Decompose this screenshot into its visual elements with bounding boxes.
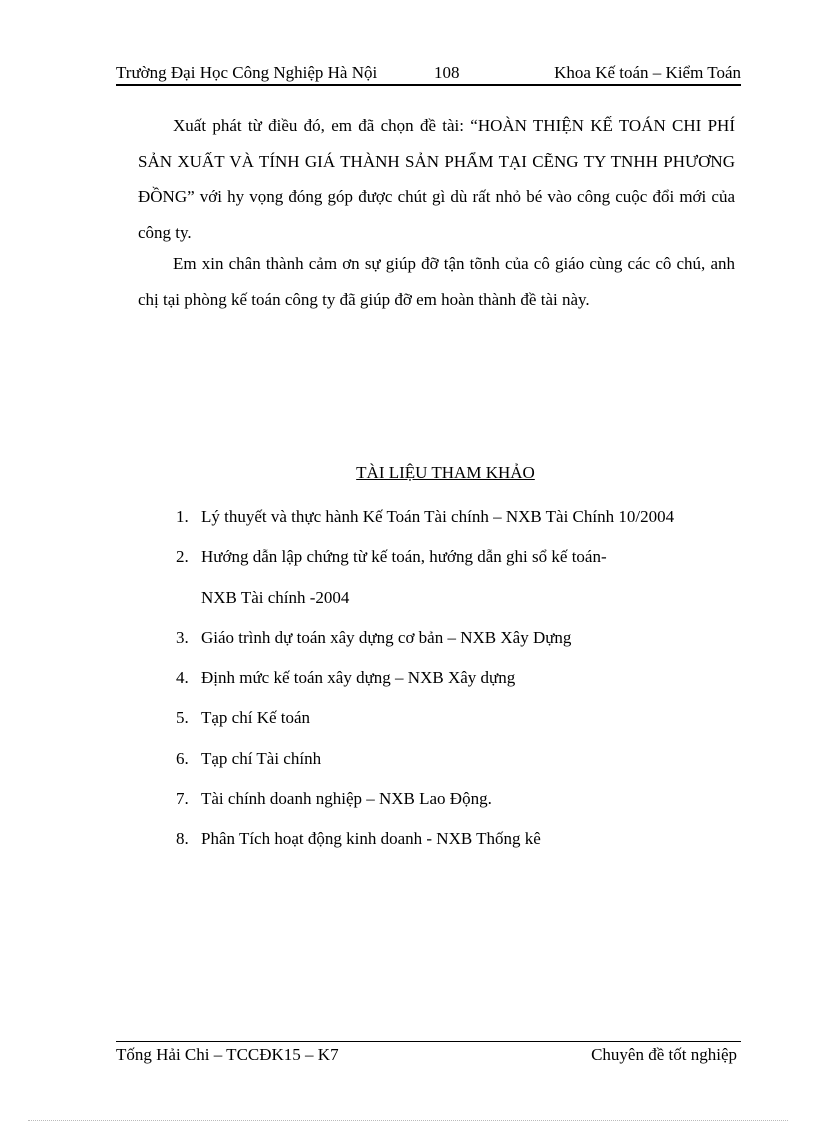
reference-text: Hướng dẫn lập chứng từ kế toán, hướng dẫn ghi sổ kế toán- [201,547,607,567]
reference-item-8 [176,827,751,851]
reference-text: Định mức kế toán xây dựng – NXB Xây dựng [201,668,516,688]
body-paragraph-1: Xuất phát từ điều đó, em đã chọn đề tài: “HOÀN THIỆN KẾ TOÁN CHI PHÍ SẢN XUẤT VÀ TÍNH GIÁ THÀNH SẢN PHẨM TẠI CẼNG TY TNHH PHƯƠNG ĐỒNG” với hy vọng đóng góp được chút gì dù rất nhỏ bé vào công cuộc đổi mới của công ty. [138,116,735,242]
reference-text: Phân Tích hoạt động kinh doanh - NXB Thống kê [201,829,541,849]
reference-number: 2. [176,547,189,567]
reference-number: 3. [176,627,189,647]
page-header [116,62,741,84]
reference-number: 7. [176,789,189,809]
reference-text: Tài chính doanh nghiệp – NXB Lao Động. [201,789,492,809]
reference-number: 6. [176,748,189,768]
reference-item-2 [176,545,751,609]
header-divider [116,84,741,86]
reference-item-4 [176,666,751,690]
reference-item-3 [176,626,751,650]
body-paragraph-2: Em xin chân thành cảm ơn sự giúp đỡ tận tõnh của cô giáo cùng các cô chú, anh chị tại phòng kế toán công ty đã giúp đỡ em hoàn thành đề tài này. [138,254,735,309]
page-number: 108 [434,63,460,82]
reference-text: Tạp chí Tài chính [201,748,322,768]
page-bottom-border [28,1120,788,1121]
reference-item-7 [176,787,751,811]
document-type: Chuyên đề tốt nghiệp [591,1045,737,1064]
reference-number: 5. [176,708,189,728]
reference-item-1 [176,505,751,529]
reference-text: Giáo trình dự toán xây dựng cơ bản – NXB Xây Dựng [201,627,572,647]
references-list [176,505,751,868]
reference-number: 8. [176,829,189,849]
page-footer [116,1044,741,1066]
author-info: Tống Hải Chi – TCCĐK15 – K7 [116,1045,339,1064]
footer-divider [116,1041,741,1042]
reference-text: Tạp chí Kế toán [201,708,311,728]
school-name: Trường Đại Học Công Nghiệp Hà Nội [116,63,378,82]
reference-item-6 [176,747,751,771]
reference-number: 4. [176,668,189,688]
references-title: TÀI LIỆU THAM KHẢO [356,463,535,482]
reference-text-continuation: NXB Tài chính -2004 [201,587,350,607]
faculty-name: Khoa Kế toán – Kiểm Toán [554,63,741,82]
reference-text: Lý thuyết và thực hành Kế Toán Tài chính – NXB Tài Chính 10/2004 [201,507,675,526]
reference-item-5 [176,706,751,730]
reference-number: 1. [176,507,189,526]
